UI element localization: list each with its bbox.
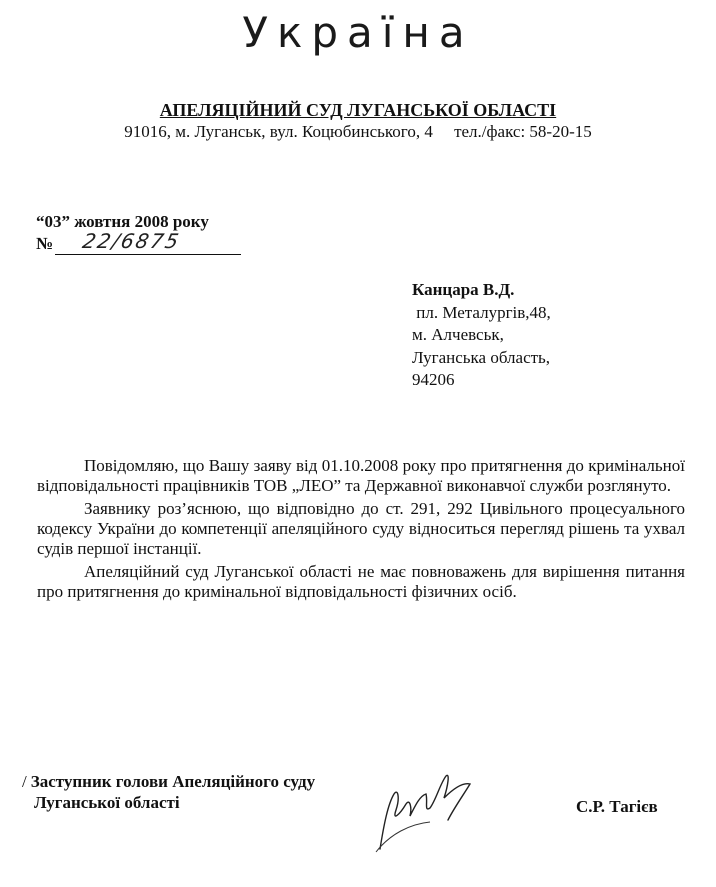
signatory-title-line2: Луганської області: [34, 793, 180, 812]
number-field: [55, 229, 241, 255]
recipient-address-line: м. Алчевськ,: [412, 325, 504, 344]
body-paragraph: Заявнику роз’яснюю, що відповідно до ст. 291, 292 Цивільного процесуального кодексу України до компетенції апеляційного суду відноситься перегляд рішень та ухвал судів першої інстанції.: [37, 499, 685, 558]
slash-mark: /: [22, 772, 27, 791]
signatory-title-line1: Заступник голови Апеляційного суду: [30, 772, 316, 791]
court-address: 91016, м. Луганськ, вул. Коцюбинського, 4 тел./факс: 58-20-15: [124, 122, 592, 141]
recipient-address-line: 94206: [412, 370, 455, 389]
signer-name: С.Р. Тагієв: [576, 797, 658, 816]
number-label: №: [36, 234, 54, 253]
signatory-title: [22, 771, 315, 813]
body-paragraph: Апеляційний суд Луганської області не має повноважень для вирішення питання про притягнення до кримінальної відповідальності фізичних осіб.: [37, 562, 685, 601]
letter-body: [37, 456, 685, 605]
recipient-block: [412, 279, 551, 392]
recipient-address-line: Луганська область,: [412, 347, 551, 367]
court-name: АПЕЛЯЦІЙНИЙ СУД ЛУГАНСЬКОЇ ОБЛАСТІ: [159, 100, 557, 120]
handwritten-signature: [370, 764, 500, 854]
body-paragraph: Повідомляю, що Вашу заяву від 01.10.2008 року про притягнення до кримінальної відповідальності працівників ТОВ „ЛЕО” та Державної виконавчої служби розглянуто.: [37, 456, 685, 495]
recipient-name: Канцара В.Д.: [412, 280, 515, 299]
recipient-address-line: пл. Металургів,48,: [412, 302, 551, 322]
letter-date: “03” жовтня 2008 року: [36, 212, 209, 231]
number-value: 22/6875: [80, 229, 183, 253]
letter-number: [36, 229, 241, 255]
country-heading: Україна: [242, 8, 474, 57]
